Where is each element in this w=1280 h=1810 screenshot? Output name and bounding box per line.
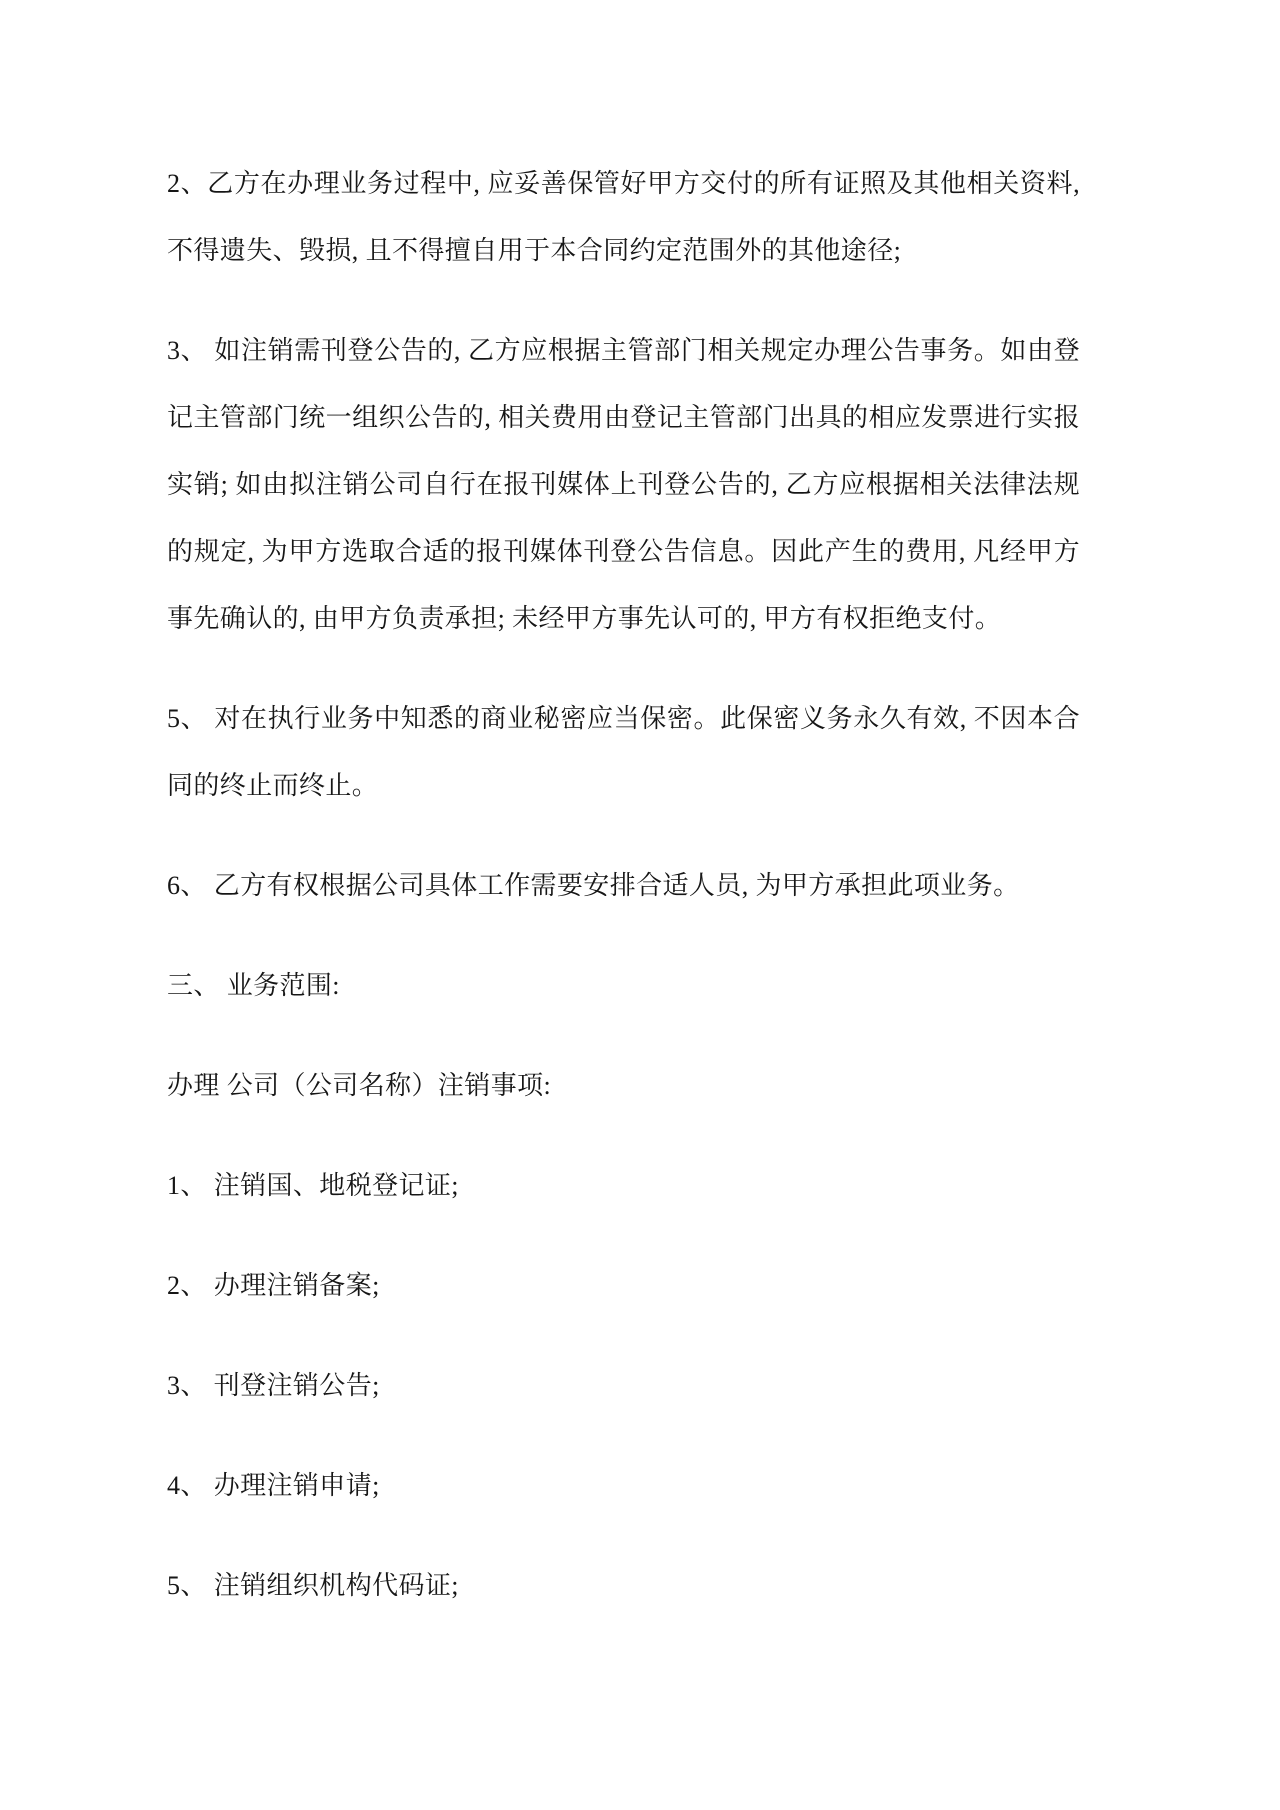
clause-2-paragraph: 2、乙方在办理业务过程中, 应妥善保管好甲方交付的所有证照及其他相关资料, 不得遗失、毁损, 且不得擅自用于本合同约定范围外的其他途径; [167, 169, 1080, 265]
scope-item-1: 1、 注销国、地税登记证; [167, 1171, 459, 1200]
scope-item-2: 2、 办理注销备案; [167, 1271, 380, 1300]
clause-5-paragraph: 5、 对在执行业务中知悉的商业秘密应当保密。此保密义务永久有效, 不因本合同的终止而终止。 [167, 704, 1080, 800]
scope-item-3: 3、 刊登注销公告; [167, 1371, 380, 1400]
scope-item-4: 4、 办理注销申请; [167, 1471, 380, 1500]
section-scope-heading: 三、 业务范围: [167, 971, 340, 1000]
document-body [167, 150, 1080, 1619]
clause-3-paragraph: 3、 如注销需刊登公告的, 乙方应根据主管部门相关规定办理公告事务。如由登记主管部门统一组织公告的, 相关费用由登记主管部门出具的相应发票进行实报实销; 如由拟注销公司自行在报刊媒体上刊登公告的, 乙方应根据相关法律法规的规定, 为甲方选取合适的报刊媒体刊登公告信息。因此产生的费用, 凡经甲方事先确认的, 由甲方负责承担; 未经甲方事先认可的, 甲方有权拒绝支付。 [167, 336, 1080, 633]
clause-6-paragraph: 6、 乙方有权根据公司具体工作需要安排合适人员, 为甲方承担此项业务。 [167, 871, 1020, 900]
scope-intro-line: 办理 公司（公司名称）注销事项: [167, 1071, 552, 1100]
scope-item-5: 5、 注销组织机构代码证; [167, 1571, 459, 1600]
